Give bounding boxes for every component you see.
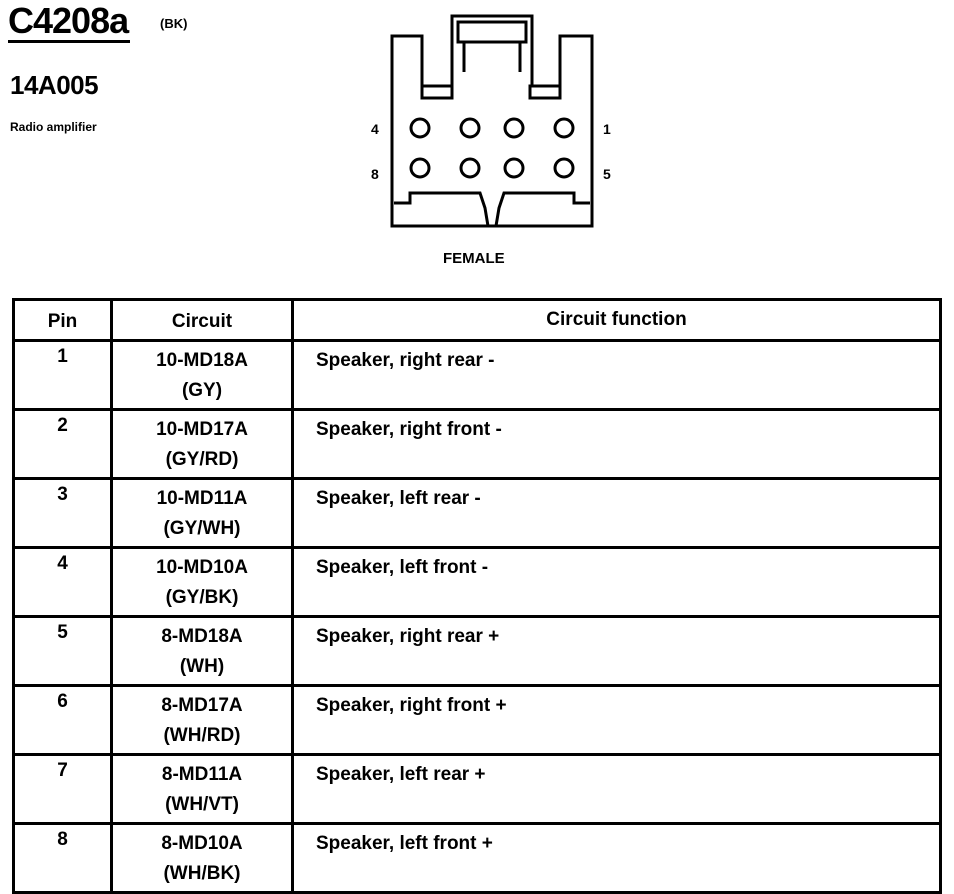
- table-row: [14, 479, 941, 548]
- cell-circuit-function: Speaker, left front -: [293, 548, 941, 617]
- table-row: [14, 341, 941, 410]
- cell-circuit-function: Speaker, left rear +: [293, 755, 941, 824]
- pin-cavity-7: [461, 159, 479, 177]
- wire-color: (GY/WH): [163, 518, 241, 539]
- connector-face-diagram: [380, 8, 620, 233]
- cell-pin: 2: [14, 410, 112, 479]
- cell-circuit: [112, 686, 293, 755]
- cell-pin: 3: [14, 479, 112, 548]
- wire-color: (WH/RD): [163, 725, 241, 746]
- cell-circuit: [112, 410, 293, 479]
- pin-cavity-3: [461, 119, 479, 137]
- pin-cavity-6: [505, 159, 523, 177]
- pin-cavity-1: [555, 119, 573, 137]
- cell-circuit: [112, 824, 293, 893]
- cell-circuit: [112, 341, 293, 410]
- table-header-row: [14, 300, 941, 341]
- table-row: [14, 548, 941, 617]
- header-pin: Pin: [14, 300, 112, 341]
- circuit-number: 8-MD17A: [161, 695, 243, 716]
- circuit-number: 8-MD11A: [161, 764, 243, 785]
- cell-pin: 5: [14, 617, 112, 686]
- cell-circuit: [112, 617, 293, 686]
- cell-pin: 4: [14, 548, 112, 617]
- circuit-number: 10-MD18A: [156, 350, 248, 371]
- cell-pin: 1: [14, 341, 112, 410]
- cell-circuit-function: Speaker, left rear -: [293, 479, 941, 548]
- pin-cavity-2: [505, 119, 523, 137]
- component-description: Radio amplifier: [10, 120, 97, 134]
- pinout-table: [12, 298, 942, 894]
- connector-key-left: [394, 193, 488, 226]
- circuit-number: 8-MD18A: [161, 626, 243, 647]
- wire-color: (WH/BK): [163, 863, 241, 884]
- cell-circuit-function: Speaker, right front -: [293, 410, 941, 479]
- wire-color: (GY/RD): [165, 449, 239, 470]
- connector-key-right: [496, 193, 590, 226]
- table-row: [14, 824, 941, 893]
- pin-cavity-4: [411, 119, 429, 137]
- pin-label-1: 1: [603, 121, 611, 137]
- pin-label-8: 8: [371, 166, 379, 182]
- circuit-number: 8-MD10A: [161, 833, 243, 854]
- cell-circuit-function: Speaker, right front +: [293, 686, 941, 755]
- pin-cavity-5: [555, 159, 573, 177]
- pin-label-5: 5: [603, 166, 611, 182]
- wire-color: (GY): [181, 380, 223, 401]
- cell-circuit-function: Speaker, left front +: [293, 824, 941, 893]
- wire-color: (WH): [179, 656, 225, 677]
- header-circuit-function: Circuit function: [293, 300, 941, 341]
- pin-label-4: 4: [371, 121, 379, 137]
- cell-circuit-function: Speaker, right rear +: [293, 617, 941, 686]
- cell-circuit: [112, 548, 293, 617]
- table-row: [14, 755, 941, 824]
- circuit-number: 10-MD17A: [156, 419, 248, 440]
- cell-circuit-function: Speaker, right rear -: [293, 341, 941, 410]
- connector-gender: FEMALE: [443, 250, 505, 267]
- table-row: [14, 617, 941, 686]
- pin-cavity-8: [411, 159, 429, 177]
- connector-id: C4208a: [8, 0, 129, 41]
- table-row: [14, 686, 941, 755]
- cell-circuit: [112, 479, 293, 548]
- cell-pin: 7: [14, 755, 112, 824]
- circuit-number: 10-MD10A: [156, 557, 248, 578]
- table-row: [14, 410, 941, 479]
- circuit-number: 10-MD11A: [156, 488, 248, 509]
- cell-pin: 6: [14, 686, 112, 755]
- connector-latch: [458, 22, 526, 42]
- connector-color-code: (BK): [160, 16, 188, 31]
- cell-pin: 8: [14, 824, 112, 893]
- cell-circuit: [112, 755, 293, 824]
- part-number: 14A005: [10, 70, 99, 100]
- wire-color: (WH/VT): [165, 794, 239, 815]
- header-circuit: Circuit: [112, 300, 293, 341]
- wire-color: (GY/BK): [165, 587, 239, 608]
